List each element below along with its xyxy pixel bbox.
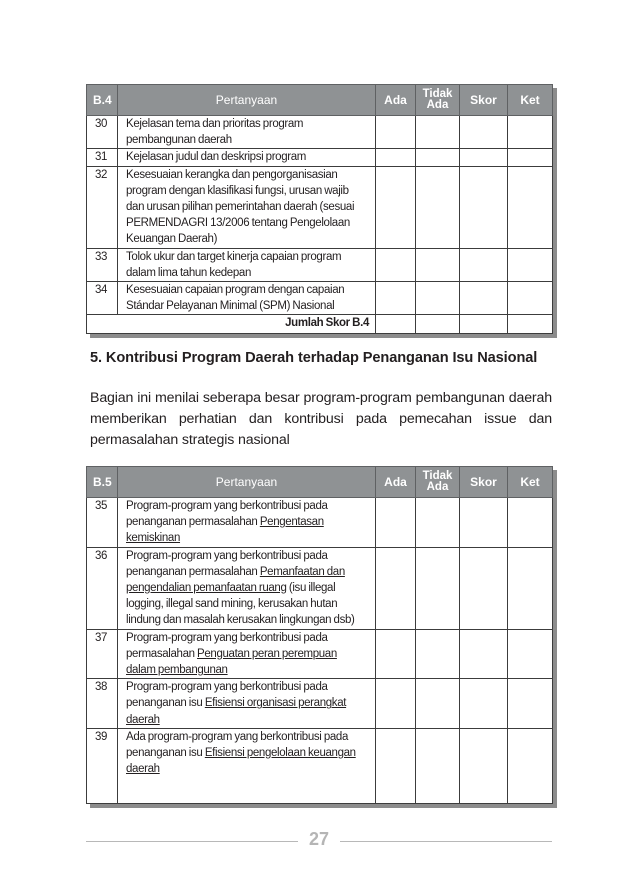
- ket-cell[interactable]: [508, 315, 553, 334]
- section-code: B.5: [87, 467, 118, 498]
- table-b4: [86, 84, 552, 334]
- ada-cell[interactable]: [376, 629, 416, 679]
- table-row: [87, 116, 553, 149]
- column-header-ket: Ket: [508, 85, 553, 116]
- table-header-row: [87, 85, 553, 116]
- total-label: Jumlah Skor B.4: [87, 315, 376, 334]
- column-header-skor: Skor: [460, 85, 508, 116]
- skor-total-cell[interactable]: [460, 315, 508, 334]
- question-text: Kejelasan tema dan prioritas program pembangunan daerah: [118, 116, 376, 149]
- table-row: [87, 629, 553, 679]
- ket-cell[interactable]: [508, 498, 553, 548]
- ada-cell[interactable]: [376, 116, 416, 149]
- ket-cell[interactable]: [508, 116, 553, 149]
- skor-cell[interactable]: [460, 149, 508, 166]
- ada-cell[interactable]: [376, 149, 416, 166]
- table-row: [87, 149, 553, 166]
- ket-cell[interactable]: [508, 728, 553, 803]
- tidak-ada-cell[interactable]: [416, 282, 460, 315]
- table-header-row: [87, 467, 553, 498]
- column-header-ada: Ada: [376, 467, 416, 498]
- table-row: [87, 166, 553, 248]
- tidak-ada-cell[interactable]: [416, 629, 460, 679]
- tidak-ada-cell[interactable]: [416, 315, 460, 334]
- question-text: Program-program yang berkontribusi pada penanganan permasalahan Pengentasan kemiskinan: [118, 498, 376, 548]
- table-row: [87, 547, 553, 629]
- ada-cell[interactable]: [376, 166, 416, 248]
- question-text: Ada program-program yang berkontribusi pada penanganan isu Efisiensi pengelolaan keuangan daerah: [118, 728, 376, 803]
- tidak-ada-cell[interactable]: [416, 116, 460, 149]
- row-number: 36: [87, 547, 118, 629]
- row-number: 31: [87, 149, 118, 166]
- question-text: Tolok ukur dan target kinerja capaian program dalam lima tahun kedepan: [118, 248, 376, 281]
- ket-cell[interactable]: [508, 282, 553, 315]
- table-row: [87, 679, 553, 729]
- row-number: 39: [87, 728, 118, 803]
- question-text: Kejelasan judul dan deskripsi program: [118, 149, 376, 166]
- row-number: 38: [87, 679, 118, 729]
- ket-cell[interactable]: [508, 679, 553, 729]
- skor-cell[interactable]: [460, 629, 508, 679]
- row-number: 30: [87, 116, 118, 149]
- column-header-question: Pertanyaan: [118, 467, 376, 498]
- row-number: 33: [87, 248, 118, 281]
- column-header-ket: Ket: [508, 467, 553, 498]
- row-number: 32: [87, 166, 118, 248]
- column-header-tidak-ada: Tidak Ada: [416, 85, 460, 116]
- skor-cell[interactable]: [460, 282, 508, 315]
- section-heading: 5. Kontribusi Program Daerah terhadap Penanganan Isu Nasional: [90, 350, 538, 366]
- skor-cell[interactable]: [460, 547, 508, 629]
- table-row: [87, 248, 553, 281]
- tidak-ada-cell[interactable]: [416, 547, 460, 629]
- table-row: [87, 282, 553, 315]
- page-number: 27: [308, 829, 330, 849]
- ada-cell[interactable]: [376, 315, 416, 334]
- tidak-ada-cell[interactable]: [416, 498, 460, 548]
- ada-cell[interactable]: [376, 679, 416, 729]
- ket-cell[interactable]: [508, 547, 553, 629]
- ket-cell[interactable]: [508, 166, 553, 248]
- column-header-ada: Ada: [376, 85, 416, 116]
- skor-cell[interactable]: [460, 728, 508, 803]
- ket-cell[interactable]: [508, 149, 553, 166]
- ket-cell[interactable]: [508, 248, 553, 281]
- table-row: [87, 498, 553, 548]
- ada-cell[interactable]: [376, 547, 416, 629]
- ada-cell[interactable]: [376, 728, 416, 803]
- question-text: Program-program yang berkontribusi pada permasalahan Penguatan peran perempuan dalam pembangunan: [118, 629, 376, 679]
- table-row: [87, 728, 553, 803]
- tidak-ada-cell[interactable]: [416, 728, 460, 803]
- skor-cell[interactable]: [460, 166, 508, 248]
- row-number: 37: [87, 629, 118, 679]
- row-number: 34: [87, 282, 118, 315]
- section-paragraph: Bagian ini menilai seberapa besar program-program pembangunan daerah memberikan perhatian dan kontribusi pada pemecahan issue dan permasalahan strategis nasional: [90, 390, 552, 448]
- ket-cell[interactable]: [508, 629, 553, 679]
- table-b5: [86, 466, 552, 804]
- row-number: 35: [87, 498, 118, 548]
- skor-cell[interactable]: [460, 116, 508, 149]
- total-row: [87, 315, 553, 334]
- section-code: B.4: [87, 85, 118, 116]
- question-text: Program-program yang berkontribusi pada penanganan permasalahan Pemanfaatan dan pengendalian pemanfaatan ruang (isu illegal logging, illegal sand mining, kerusakan hutan lindung dan masalah kerusakan lingkungan dsb): [118, 547, 376, 629]
- question-text: Kesesuaian capaian program dengan capaian Stándar Pelayanan Minimal (SPM) Nasional: [118, 282, 376, 315]
- tidak-ada-cell[interactable]: [416, 679, 460, 729]
- tidak-ada-cell[interactable]: [416, 149, 460, 166]
- ada-cell[interactable]: [376, 248, 416, 281]
- column-header-tidak-ada: Tidak Ada: [416, 467, 460, 498]
- tidak-ada-cell[interactable]: [416, 248, 460, 281]
- skor-cell[interactable]: [460, 248, 508, 281]
- question-text: Program-program yang berkontribusi pada penanganan isu Efisiensi organisasi perangkat daerah: [118, 679, 376, 729]
- ada-cell[interactable]: [376, 498, 416, 548]
- column-header-question: Pertanyaan: [118, 85, 376, 116]
- skor-cell[interactable]: [460, 498, 508, 548]
- skor-cell[interactable]: [460, 679, 508, 729]
- column-header-skor: Skor: [460, 467, 508, 498]
- question-text: Kesesuaian kerangka dan pengorganisasian program dengan klasifikasi fungsi, urusan wajib dan urusan pilihan pemerintahan daerah (sesuai PERMENDAGRI 13/2006 tentang Pengelolaan Keuangan Daerah): [118, 166, 376, 248]
- tidak-ada-cell[interactable]: [416, 166, 460, 248]
- ada-cell[interactable]: [376, 282, 416, 315]
